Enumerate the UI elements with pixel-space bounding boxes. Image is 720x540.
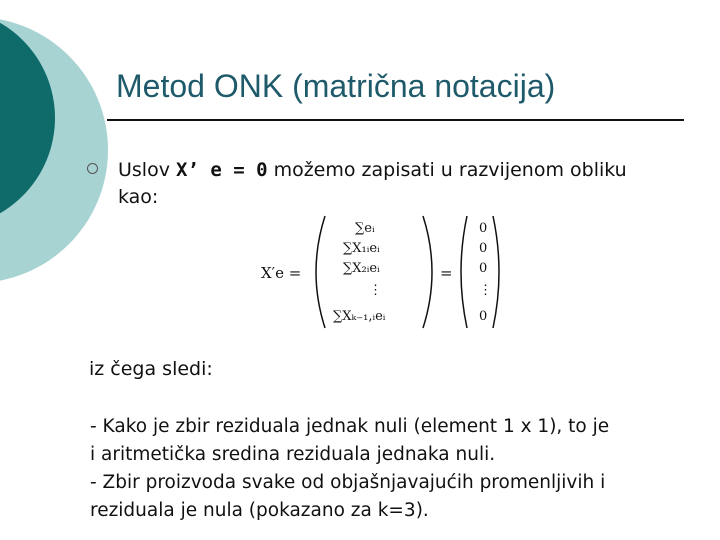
- matrix-formula: [255, 212, 505, 332]
- zero-entry: 0: [479, 241, 488, 256]
- body-line: i aritmetička sredina reziduala jednaka nuli.: [90, 444, 496, 465]
- intro-text: [118, 157, 693, 211]
- title-divider: [107, 119, 684, 121]
- zero-entry: 0: [479, 261, 488, 276]
- zero-left-paren: [461, 216, 467, 328]
- intro-line2: kao:: [118, 186, 159, 208]
- vector-entry: ∑X₂ᵢeᵢ: [343, 261, 380, 276]
- body-text: [90, 413, 690, 525]
- vector-entry: ∑X₁ᵢeᵢ: [343, 241, 380, 256]
- decorative-circles: [0, 0, 120, 300]
- vector-entry: ∑Xₖ₋₁,ᵢeᵢ: [333, 309, 386, 324]
- body-line: reziduala je nula (pokazano za k=3).: [90, 500, 429, 521]
- bullet-circle-icon: [87, 163, 98, 174]
- intro-equation: X’ e = 0: [176, 159, 268, 181]
- zero-right-paren: [493, 216, 499, 328]
- zero-entry: 0: [479, 309, 488, 324]
- formula-lhs: X′e =: [261, 264, 302, 282]
- body-line: - Kako je zbir reziduala jednak nuli (element 1 x 1), to je: [90, 416, 610, 437]
- zero-entry: ⋮: [479, 283, 492, 298]
- vector-entry: ∑eᵢ: [355, 221, 375, 236]
- formula-equals: =: [440, 264, 453, 282]
- intro-prefix: Uslov: [118, 159, 170, 181]
- follow-label: iz čega sledi:: [89, 358, 213, 380]
- intro-suffix: možemo zapisati u razvijenom obliku: [273, 159, 627, 181]
- slide-title: Metod ONK (matrična notacija): [116, 68, 556, 104]
- zero-entry: 0: [479, 221, 488, 236]
- left-paren: [316, 216, 325, 328]
- right-paren: [423, 216, 432, 328]
- body-line: - Zbir proizvoda svake od objašnjavajućih promenljivih i: [90, 472, 606, 493]
- vector-entry: ⋮: [369, 283, 382, 298]
